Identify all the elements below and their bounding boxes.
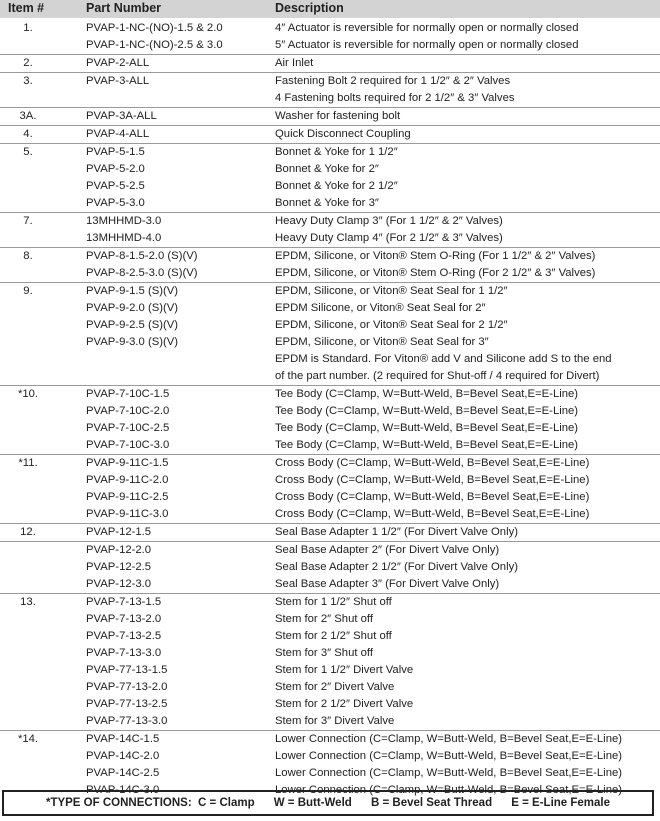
row-description: Tee Body (C=Clamp, W=Butt-Weld, B=Bevel Seat,E=E-Line) — [275, 422, 579, 434]
row-description: Stem for 2 1/2″ Shut off — [275, 630, 392, 642]
table-row — [0, 90, 660, 107]
row-part-number: PVAP-9-3.0 (S)(V) — [86, 336, 179, 348]
row-description: Stem for 1 1/2″ Shut off — [275, 596, 392, 608]
row-description: 5″ Actuator is reversible for normally open or normally closed — [275, 39, 579, 51]
table-row — [0, 317, 660, 334]
row-description: Air Inlet — [275, 57, 314, 69]
row-part-number: PVAP-3-ALL — [86, 75, 150, 87]
row-item-number: 13. — [20, 596, 36, 608]
table-row — [0, 489, 660, 506]
table-row — [0, 437, 660, 454]
table-row — [0, 420, 660, 437]
table-row — [0, 107, 660, 125]
row-part-number: PVAP-7-10C-1.5 — [86, 388, 170, 400]
table-row — [0, 506, 660, 523]
row-description: Tee Body (C=Clamp, W=Butt-Weld, B=Bevel Seat,E=E-Line) — [275, 405, 579, 417]
row-part-number: PVAP-5-3.0 — [86, 197, 145, 209]
table-row — [0, 351, 660, 368]
row-part-number: PVAP-7-13-3.0 — [86, 647, 162, 659]
row-part-number: PVAP-12-2.0 — [86, 544, 152, 556]
row-part-number: PVAP-7-13-1.5 — [86, 596, 162, 608]
row-description: Cross Body (C=Clamp, W=Butt-Weld, B=Bevel Seat,E=E-Line) — [275, 474, 590, 486]
row-description: Seal Base Adapter 2 1/2″ (For Divert Valve Only) — [275, 561, 519, 573]
row-description: Lower Connection (C=Clamp, W=Butt-Weld, B=Bevel Seat,E=E-Line) — [275, 784, 623, 796]
table-row — [0, 230, 660, 247]
connection-types-legend: *TYPE OF CONNECTIONS: C = Clamp W = Butt-Weld B = Bevel Seat Thread E = E-Line Female — [2, 790, 654, 816]
row-item-number: 2. — [23, 57, 33, 69]
row-description: EPDM, Silicone, or Viton® Stem O-Ring (For 1 1/2″ & 2″ Valves) — [275, 250, 596, 262]
table-row — [0, 730, 660, 748]
row-part-number: PVAP-5-1.5 — [86, 146, 145, 158]
header-item: Item # — [8, 1, 45, 15]
row-part-number: PVAP-7-13-2.0 — [86, 613, 162, 625]
table-row — [0, 541, 660, 559]
row-part-number: PVAP-9-11C-2.0 — [86, 474, 169, 486]
table-row — [0, 403, 660, 420]
row-part-number: PVAP-77-13-1.5 — [86, 664, 168, 676]
header-description: Description — [275, 1, 344, 15]
table-row — [0, 300, 660, 317]
row-description: EPDM is Standard. For Viton® add V and Silicone add S to the end — [275, 353, 612, 365]
row-description: Fastening Bolt 2 required for 1 1/2″ & 2″ Valves — [275, 75, 511, 87]
row-part-number: PVAP-12-3.0 — [86, 578, 152, 590]
table-row — [0, 472, 660, 489]
table-row — [0, 37, 660, 54]
row-description: Stem for 1 1/2″ Divert Valve — [275, 664, 414, 676]
table-row — [0, 247, 660, 265]
row-part-number: PVAP-1-NC-(NO)-2.5 & 3.0 — [86, 39, 223, 51]
row-part-number: PVAP-77-13-3.0 — [86, 715, 168, 727]
row-description: Stem for 3″ Divert Valve — [275, 715, 395, 727]
row-description: Seal Base Adapter 3″ (For Divert Valve Only) — [275, 578, 500, 590]
row-description: Heavy Duty Clamp 3″ (For 1 1/2″ & 2″ Valves) — [275, 215, 503, 227]
row-description: EPDM Silicone, or Viton® Seat Seal for 2″ — [275, 302, 486, 314]
row-part-number: PVAP-14C-3.0 — [86, 784, 160, 796]
row-description: Washer for fastening bolt — [275, 110, 401, 122]
row-part-number: PVAP-7-13-2.5 — [86, 630, 162, 642]
table-row — [0, 265, 660, 282]
row-description: Lower Connection (C=Clamp, W=Butt-Weld, B=Bevel Seat,E=E-Line) — [275, 733, 623, 745]
table-row — [0, 212, 660, 230]
row-part-number: PVAP-5-2.5 — [86, 180, 145, 192]
row-description: Stem for 2 1/2″ Divert Valve — [275, 698, 414, 710]
row-part-number: 13MHHMD-4.0 — [86, 232, 162, 244]
row-item-number: 4. — [23, 128, 33, 140]
row-part-number: PVAP-77-13-2.0 — [86, 681, 168, 693]
row-description: Cross Body (C=Clamp, W=Butt-Weld, B=Bevel Seat,E=E-Line) — [275, 491, 590, 503]
table-row — [0, 748, 660, 765]
row-description: Lower Connection (C=Clamp, W=Butt-Weld, B=Bevel Seat,E=E-Line) — [275, 750, 623, 762]
table-row — [0, 765, 660, 782]
table-row — [0, 628, 660, 645]
row-part-number: PVAP-3A-ALL — [86, 110, 157, 122]
row-part-number: PVAP-7-10C-2.0 — [86, 405, 170, 417]
row-part-number: PVAP-12-1.5 — [86, 526, 152, 538]
table-row — [0, 645, 660, 662]
row-item-number: *14. — [17, 733, 39, 745]
parts-table — [0, 20, 660, 799]
row-part-number: PVAP-77-13-2.5 — [86, 698, 168, 710]
row-description: 4″ Actuator is reversible for normally open or normally closed — [275, 22, 579, 34]
row-description: EPDM, Silicone, or Viton® Stem O-Ring (For 2 1/2″ & 3″ Valves) — [275, 267, 596, 279]
row-part-number: PVAP-9-2.5 (S)(V) — [86, 319, 179, 331]
row-item-number: 9. — [23, 285, 33, 297]
row-part-number: PVAP-14C-1.5 — [86, 733, 160, 745]
row-description: EPDM, Silicone, or Viton® Seat Seal for 3″ — [275, 336, 489, 348]
table-row — [0, 593, 660, 611]
row-description: Bonnet & Yoke for 2″ — [275, 163, 379, 175]
row-description: EPDM, Silicone, or Viton® Seat Seal for 2 1/2″ — [275, 319, 508, 331]
row-item-number: *10. — [17, 388, 39, 400]
row-description: Seal Base Adapter 1 1/2″ (For Divert Valve Only) — [275, 526, 519, 538]
table-row — [0, 662, 660, 679]
table-row — [0, 576, 660, 593]
table-row — [0, 54, 660, 72]
row-part-number: PVAP-14C-2.5 — [86, 767, 160, 779]
row-part-number: PVAP-9-2.0 (S)(V) — [86, 302, 179, 314]
table-row — [0, 679, 660, 696]
row-item-number: 8. — [23, 250, 33, 262]
table-row — [0, 334, 660, 351]
table-row — [0, 178, 660, 195]
row-description: Bonnet & Yoke for 2 1/2″ — [275, 180, 398, 192]
row-description: 4 Fastening bolts required for 2 1/2″ & 3″ Valves — [275, 92, 515, 104]
row-part-number: PVAP-9-11C-2.5 — [86, 491, 169, 503]
table-row — [0, 72, 660, 90]
row-part-number: PVAP-9-11C-1.5 — [86, 457, 169, 469]
row-description: Heavy Duty Clamp 4″ (For 2 1/2″ & 3″ Valves) — [275, 232, 503, 244]
table-row — [0, 696, 660, 713]
table-row — [0, 713, 660, 730]
row-part-number: PVAP-1-NC-(NO)-1.5 & 2.0 — [86, 22, 223, 34]
row-description: Cross Body (C=Clamp, W=Butt-Weld, B=Bevel Seat,E=E-Line) — [275, 457, 590, 469]
row-part-number: PVAP-7-10C-3.0 — [86, 439, 170, 451]
table-header — [0, 0, 660, 18]
row-item-number: 3. — [23, 75, 33, 87]
table-row — [0, 143, 660, 161]
row-part-number: PVAP-12-2.5 — [86, 561, 152, 573]
row-description: Seal Base Adapter 2″ (For Divert Valve Only) — [275, 544, 500, 556]
table-row — [0, 125, 660, 143]
row-item-number: 3A. — [19, 110, 37, 122]
row-part-number: PVAP-4-ALL — [86, 128, 150, 140]
row-description: Bonnet & Yoke for 1 1/2″ — [275, 146, 398, 158]
row-item-number: 12. — [20, 526, 36, 538]
table-row — [0, 195, 660, 212]
row-part-number: 13MHHMD-3.0 — [86, 215, 162, 227]
table-row — [0, 454, 660, 472]
table-row — [0, 559, 660, 576]
table-row — [0, 611, 660, 628]
row-part-number: PVAP-7-10C-2.5 — [86, 422, 170, 434]
row-description: Bonnet & Yoke for 3″ — [275, 197, 379, 209]
row-description: Quick Disconnect Coupling — [275, 128, 411, 140]
row-item-number: *11. — [18, 457, 38, 469]
row-part-number: PVAP-8-1.5-2.0 (S)(V) — [86, 250, 198, 262]
table-row — [0, 161, 660, 178]
header-part-number: Part Number — [86, 1, 162, 15]
row-description: Tee Body (C=Clamp, W=Butt-Weld, B=Bevel Seat,E=E-Line) — [275, 439, 579, 451]
row-part-number: PVAP-14C-2.0 — [86, 750, 160, 762]
row-description: Cross Body (C=Clamp, W=Butt-Weld, B=Bevel Seat,E=E-Line) — [275, 508, 590, 520]
row-description: of the part number. (2 required for Shut-off / 4 required for Divert) — [275, 370, 600, 382]
row-description: Stem for 3″ Shut off — [275, 647, 373, 659]
row-item-number: 1. — [23, 22, 33, 34]
row-description: Lower Connection (C=Clamp, W=Butt-Weld, B=Bevel Seat,E=E-Line) — [275, 767, 623, 779]
row-description: EPDM, Silicone, or Viton® Seat Seal for 1 1/2″ — [275, 285, 508, 297]
row-item-number: 7. — [23, 215, 33, 227]
table-row — [0, 523, 660, 541]
row-part-number: PVAP-9-11C-3.0 — [86, 508, 169, 520]
table-row — [0, 368, 660, 385]
table-row — [0, 282, 660, 300]
row-part-number: PVAP-5-2.0 — [86, 163, 145, 175]
row-part-number: PVAP-8-2.5-3.0 (S)(V) — [86, 267, 198, 279]
row-item-number: 5. — [23, 146, 33, 158]
table-row — [0, 385, 660, 403]
row-part-number: PVAP-9-1.5 (S)(V) — [86, 285, 179, 297]
row-description: Tee Body (C=Clamp, W=Butt-Weld, B=Bevel Seat,E=E-Line) — [275, 388, 579, 400]
row-part-number: PVAP-2-ALL — [86, 57, 150, 69]
row-description: Stem for 2″ Shut off — [275, 613, 373, 625]
table-row — [0, 20, 660, 37]
row-description: Stem for 2″ Divert Valve — [275, 681, 395, 693]
